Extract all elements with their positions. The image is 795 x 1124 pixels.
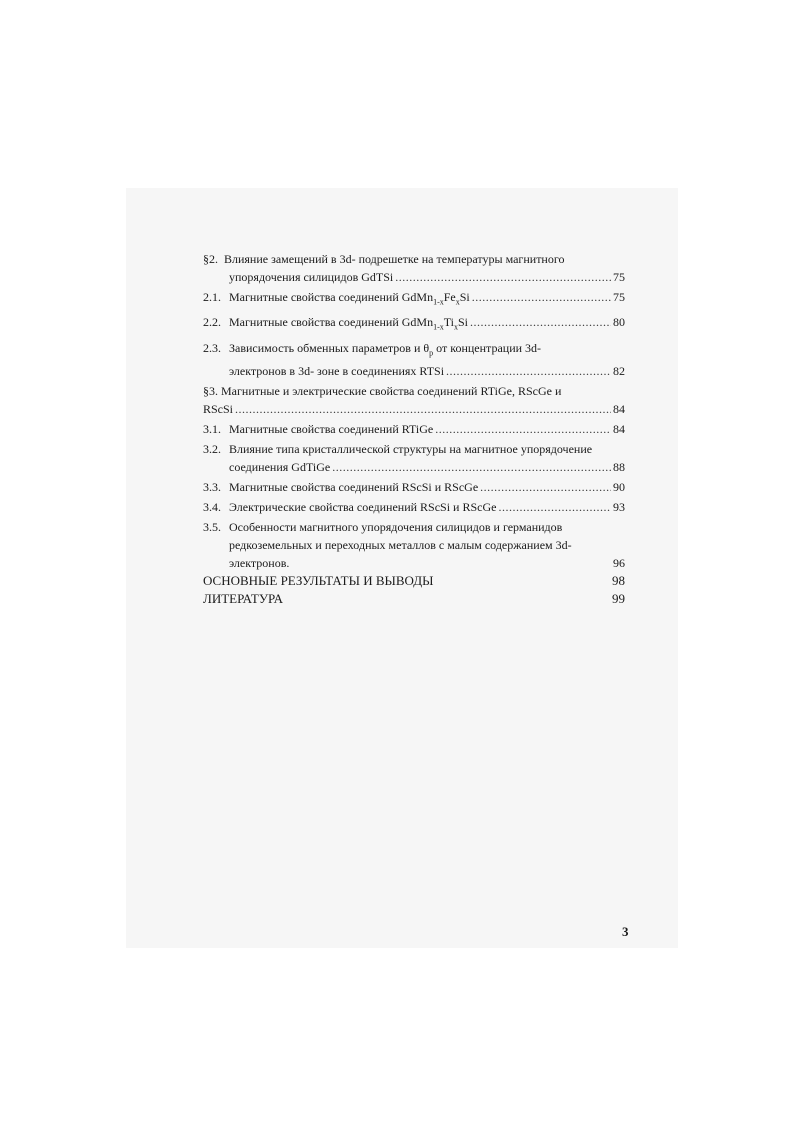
leader-dots <box>332 458 611 476</box>
entry-title: Магнитные свойства соединений RTiGe <box>229 422 434 437</box>
leader-dots <box>472 288 611 306</box>
leader-dots <box>480 478 611 496</box>
entry-title: Магнитные свойства соединений $GdMn_{1-x}Fe_xSi$ <box>229 290 470 307</box>
leader-dots <box>435 420 611 438</box>
toc-results <box>203 572 625 590</box>
entry-number: 3.3. <box>203 480 221 495</box>
toc-entry-2-2 <box>203 313 625 336</box>
page-ref: 84 <box>613 402 625 417</box>
entry-title-line2: соединения GdTiGe <box>229 460 331 475</box>
page-number: 3 <box>622 924 629 939</box>
section-3-title-line1: §3. Магнитные и электрические свойства соединений RTiGe, RScGe и <box>203 384 562 399</box>
leader-dots <box>470 313 611 331</box>
toc-entry-3-5-line2 <box>203 536 625 554</box>
leader-dots <box>235 400 611 418</box>
entry-number: 3.1. <box>203 422 221 437</box>
page-ref: 80 <box>613 315 625 330</box>
toc-entry-3-2 <box>203 440 625 458</box>
toc-literature <box>203 590 625 608</box>
leader-dots <box>498 498 611 516</box>
page-ref: 93 <box>613 500 625 515</box>
toc-entry-3-3 <box>203 478 625 496</box>
page-ref: 75 <box>613 290 625 304</box>
toc-entry-3-1 <box>203 420 625 438</box>
literature-heading: ЛИТЕРАТУРА <box>203 591 283 607</box>
page-ref: 98 <box>612 573 625 589</box>
leader-dots <box>395 268 611 286</box>
table-of-contents <box>203 250 625 608</box>
toc-entry-3-4 <box>203 498 625 516</box>
entry-title-line2: электронов в 3d- зоне в соединениях RTSi <box>229 364 445 379</box>
toc-section-3-heading <box>203 382 625 400</box>
results-heading: ОСНОВНЫЕ РЕЗУЛЬТАТЫ И ВЫВОДЫ <box>203 573 434 589</box>
toc-entry-3-5 <box>203 518 625 536</box>
entry-number: 2.1. <box>203 290 221 304</box>
toc-section-2-line2 <box>203 268 625 286</box>
entry-title: Магнитные свойства соединений RScSi и RScGe <box>229 480 479 495</box>
section-3-title-line2: RScSi <box>203 402 234 417</box>
page-ref: 90 <box>613 480 625 495</box>
entry-number: 2.3. <box>203 340 221 355</box>
entry-title-line2: редкоземельных и переходных металлов с малым содержанием 3d- <box>229 538 572 553</box>
entry-title-line1: Влияние типа кристаллической структуры на магнитное упорядочение <box>229 442 593 457</box>
page-ref: 99 <box>612 591 625 607</box>
entry-number: 3.4. <box>203 500 221 515</box>
toc-entry-2-1 <box>203 288 625 311</box>
entry-title: Электрические свойства соединений RScSi и RScGe <box>229 500 497 515</box>
section-2-title-line1: Влияние замещений в 3d- подрешетке на температуры магнитного <box>224 252 565 266</box>
page-ref: 88 <box>613 460 625 475</box>
toc-section-2-heading <box>203 250 625 268</box>
toc-entry-3-5-line3 <box>203 554 625 572</box>
entry-title-line3: электронов. <box>229 556 290 571</box>
entry-title-line1: Зависимость обменных параметров и $\theta_p$ от концентрации 3d- <box>229 340 542 358</box>
entry-title-line1: Особенности магнитного упорядочения силицидов и германидов <box>229 520 563 535</box>
entry-number: 3.5. <box>203 520 221 535</box>
section-2-title-line2: упорядочения силицидов GdTSi <box>229 270 394 284</box>
toc-entry-2-3-line2 <box>203 362 625 380</box>
page-ref: 82 <box>613 364 625 379</box>
leader-dots <box>446 362 611 380</box>
toc-entry-3-2-line2 <box>203 458 625 476</box>
entry-number: 3.2. <box>203 442 221 457</box>
page-ref: 84 <box>613 422 625 437</box>
page-ref: 75 <box>613 270 625 284</box>
section-2-marker: §2. <box>203 252 218 266</box>
toc-section-3-line2 <box>203 400 625 418</box>
toc-entry-2-3 <box>203 339 625 362</box>
entry-title: Магнитные свойства соединений $GdMn_{1-x}Ti_xSi$ <box>229 315 469 332</box>
page-ref: 96 <box>613 556 625 571</box>
entry-number: 2.2. <box>203 315 221 330</box>
